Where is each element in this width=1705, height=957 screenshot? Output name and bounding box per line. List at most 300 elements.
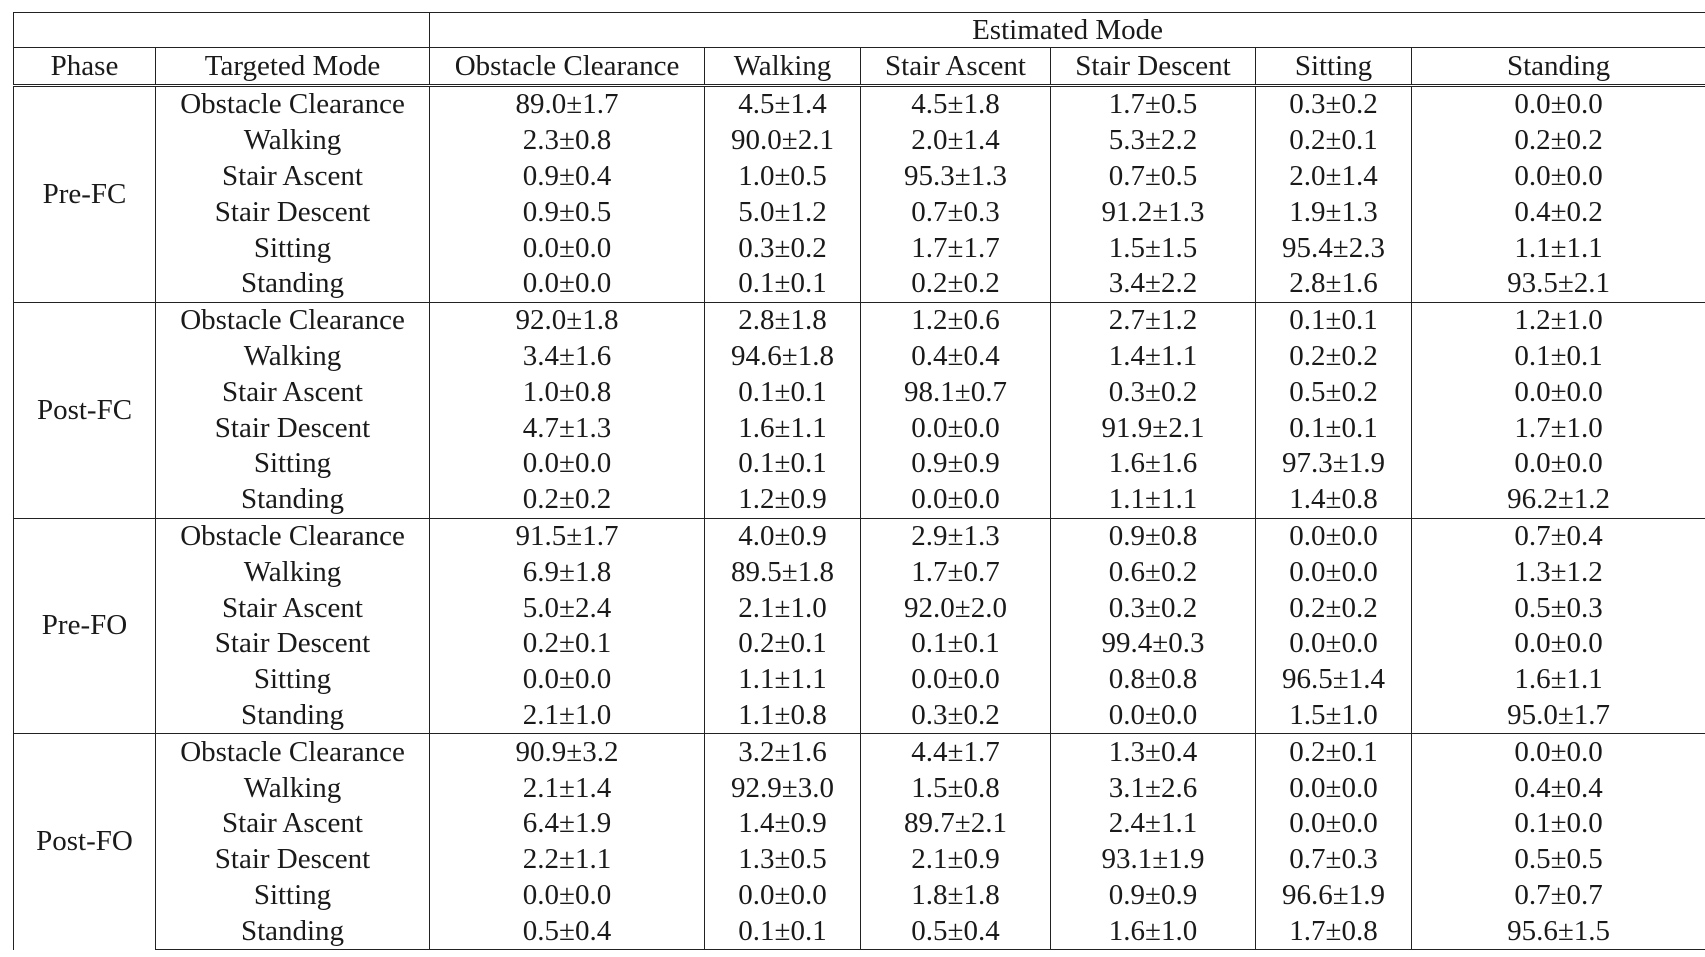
value-cell — [705, 159, 861, 195]
value-cell — [1051, 339, 1256, 375]
value-text: 0.1±0.1 — [738, 914, 827, 947]
value-cell — [1412, 159, 1705, 195]
value-text: 2.8±1.6 — [1289, 267, 1378, 300]
value-text: 0.9±0.5 — [522, 195, 612, 228]
value-cell — [861, 302, 1051, 338]
value-cell — [1256, 590, 1412, 626]
value-text: 1.2±0.9 — [738, 483, 827, 516]
value-cell — [1051, 86, 1256, 123]
value-text: 6.4±1.9 — [522, 807, 612, 840]
value-cell — [1412, 626, 1705, 662]
value-text: 0.5±0.4 — [522, 914, 612, 947]
value-cell — [861, 374, 1051, 410]
targeted-mode-cell — [156, 770, 430, 806]
value-text: 92.0±2.0 — [904, 591, 1007, 624]
value-cell — [1051, 446, 1256, 482]
phase-label: Post-FC — [36, 393, 133, 426]
targeted-mode-cell — [156, 554, 430, 590]
table-row — [14, 554, 1705, 590]
value-text: 2.1±0.9 — [911, 843, 1000, 876]
value-text: 0.0±0.0 — [911, 663, 1000, 696]
value-text: 2.1±1.0 — [522, 698, 612, 731]
value-cell — [1412, 662, 1705, 698]
table-row — [14, 266, 1705, 302]
estimated-mode-header — [430, 13, 1705, 48]
value-text: 2.3±0.8 — [522, 124, 612, 157]
value-text: 1.1±1.1 — [1108, 483, 1198, 516]
value-cell — [1051, 554, 1256, 590]
value-text: 0.0±0.0 — [1289, 807, 1378, 840]
targeted-mode-cell — [156, 446, 430, 482]
value-cell — [430, 410, 705, 446]
value-text: 0.1±0.1 — [738, 447, 827, 480]
col-header-sitting — [1256, 48, 1412, 86]
targeted-mode-label: Stair Descent — [214, 195, 371, 228]
value-cell — [1412, 842, 1705, 878]
value-cell — [861, 230, 1051, 266]
targeted-mode-header — [156, 48, 430, 86]
table-row — [14, 626, 1705, 662]
value-cell — [1412, 194, 1705, 230]
value-text: 1.4±1.1 — [1108, 339, 1198, 372]
value-text: 0.1±0.1 — [1289, 304, 1378, 337]
table-row — [14, 734, 1705, 770]
value-text: 2.7±1.2 — [1108, 304, 1198, 337]
targeted-mode-header-text: Targeted Mode — [204, 49, 381, 82]
value-text: 1.2±0.6 — [911, 304, 1000, 337]
value-text: 0.5±0.5 — [1514, 843, 1603, 876]
value-text: 90.0±2.1 — [731, 124, 834, 157]
value-cell — [1412, 734, 1705, 770]
value-text: 4.5±1.8 — [911, 88, 1000, 121]
value-cell — [1412, 86, 1705, 123]
value-cell — [430, 770, 705, 806]
targeted-mode-cell — [156, 339, 430, 375]
value-cell — [705, 913, 861, 949]
value-cell — [705, 806, 861, 842]
value-cell — [705, 86, 861, 123]
value-cell — [861, 913, 1051, 949]
targeted-mode-cell — [156, 878, 430, 914]
targeted-mode-cell — [156, 410, 430, 446]
phase-cell — [14, 302, 156, 518]
col-header-text: Stair Ascent — [885, 49, 1026, 82]
value-text: 3.1±2.6 — [1108, 771, 1198, 804]
value-text: 0.0±0.0 — [522, 267, 612, 300]
value-text: 0.5±0.4 — [911, 914, 1000, 947]
value-cell — [1256, 734, 1412, 770]
value-text: 2.0±1.4 — [911, 124, 1000, 157]
targeted-mode-label: Stair Ascent — [222, 159, 363, 192]
col-header-stair-ascent — [861, 48, 1051, 86]
col-header-text: Walking — [733, 49, 832, 82]
value-cell — [705, 374, 861, 410]
value-text: 0.3±0.2 — [1289, 88, 1378, 121]
value-cell — [1051, 770, 1256, 806]
value-text: 0.0±0.0 — [522, 447, 612, 480]
value-cell — [1051, 194, 1256, 230]
value-cell — [430, 878, 705, 914]
col-header-text: Sitting — [1294, 49, 1373, 82]
value-text: 5.3±2.2 — [1108, 124, 1198, 157]
value-cell — [1051, 734, 1256, 770]
table-row — [14, 698, 1705, 734]
value-cell — [861, 518, 1051, 554]
phase-label: Pre-FO — [41, 609, 128, 642]
value-cell — [1256, 662, 1412, 698]
value-text: 0.9±0.8 — [1108, 519, 1198, 552]
value-text: 2.8±1.8 — [738, 304, 827, 337]
value-cell — [1051, 590, 1256, 626]
value-cell — [430, 698, 705, 734]
value-cell — [861, 806, 1051, 842]
value-cell — [1412, 590, 1705, 626]
targeted-mode-label: Sitting — [253, 663, 332, 696]
value-cell — [1051, 698, 1256, 734]
value-cell — [1256, 482, 1412, 518]
value-text: 91.9±2.1 — [1101, 411, 1205, 444]
value-text: 0.0±0.0 — [1514, 88, 1603, 121]
value-text: 1.7±0.7 — [911, 555, 1000, 588]
value-text: 0.7±0.3 — [1289, 843, 1378, 876]
value-text: 0.0±0.0 — [738, 878, 827, 911]
value-text: 1.3±1.2 — [1514, 555, 1603, 588]
value-cell — [861, 590, 1051, 626]
value-cell — [705, 734, 861, 770]
table-row — [14, 913, 1705, 949]
value-cell — [1256, 86, 1412, 123]
value-text: 0.8±0.8 — [1108, 663, 1198, 696]
value-cell — [1412, 410, 1705, 446]
value-text: 1.8±1.8 — [911, 878, 1000, 911]
header-row-columns — [14, 48, 1705, 86]
targeted-mode-cell — [156, 698, 430, 734]
value-text: 94.6±1.8 — [731, 339, 834, 372]
table-row — [14, 159, 1705, 195]
targeted-mode-label: Walking — [243, 555, 342, 588]
value-text: 89.5±1.8 — [731, 555, 834, 588]
value-text: 1.4±0.8 — [1289, 483, 1378, 516]
value-text: 0.3±0.2 — [738, 231, 827, 264]
value-cell — [430, 913, 705, 949]
value-cell — [861, 159, 1051, 195]
value-cell — [430, 734, 705, 770]
value-cell — [1256, 194, 1412, 230]
value-cell — [1051, 878, 1256, 914]
targeted-mode-label: Sitting — [253, 878, 332, 911]
value-text: 1.1±1.1 — [1514, 231, 1603, 264]
value-text: 0.5±0.3 — [1514, 591, 1603, 624]
value-text: 92.0±1.8 — [515, 304, 619, 337]
targeted-mode-label: Obstacle Clearance — [180, 735, 405, 768]
value-text: 97.3±1.9 — [1282, 447, 1385, 480]
value-text: 0.9±0.9 — [1108, 878, 1198, 911]
targeted-mode-label: Standing — [240, 267, 345, 300]
value-cell — [1051, 482, 1256, 518]
col-header-standing — [1412, 48, 1705, 86]
value-cell — [1256, 518, 1412, 554]
value-cell — [1412, 446, 1705, 482]
value-cell — [705, 266, 861, 302]
targeted-mode-cell — [156, 913, 430, 949]
value-cell — [705, 194, 861, 230]
targeted-mode-label: Walking — [243, 124, 342, 157]
value-cell — [1412, 698, 1705, 734]
blank-corner-cell — [14, 13, 430, 48]
targeted-mode-cell — [156, 86, 430, 123]
targeted-mode-cell — [156, 374, 430, 410]
value-cell — [1412, 266, 1705, 302]
value-cell — [705, 410, 861, 446]
value-cell — [1256, 878, 1412, 914]
value-cell — [1256, 770, 1412, 806]
phase-header — [14, 48, 156, 86]
value-text: 0.2±0.2 — [1514, 124, 1603, 157]
value-cell — [430, 482, 705, 518]
value-cell — [705, 590, 861, 626]
targeted-mode-cell — [156, 590, 430, 626]
table-row — [14, 86, 1705, 123]
value-cell — [1256, 842, 1412, 878]
value-text: 0.4±0.4 — [1514, 771, 1603, 804]
value-cell — [430, 806, 705, 842]
value-cell — [861, 86, 1051, 123]
value-cell — [430, 86, 705, 123]
phase-label: Post-FO — [36, 825, 133, 858]
value-text: 0.2±0.1 — [1289, 735, 1378, 768]
value-text: 1.3±0.4 — [1108, 735, 1198, 768]
value-cell — [1412, 302, 1705, 338]
value-text: 1.7±0.5 — [1108, 88, 1198, 121]
value-cell — [705, 518, 861, 554]
targeted-mode-label: Stair Ascent — [222, 591, 363, 624]
value-text: 0.0±0.0 — [1289, 627, 1378, 660]
value-cell — [1256, 230, 1412, 266]
value-text: 0.0±0.0 — [1514, 375, 1603, 408]
value-cell — [1051, 266, 1256, 302]
value-text: 1.5±1.0 — [1289, 698, 1378, 731]
value-cell — [430, 590, 705, 626]
value-text: 0.1±0.1 — [738, 267, 827, 300]
value-cell — [705, 123, 861, 159]
targeted-mode-label: Stair Ascent — [222, 375, 363, 408]
value-text: 0.0±0.0 — [911, 483, 1000, 516]
value-cell — [1051, 913, 1256, 949]
value-text: 1.7±1.7 — [911, 231, 1000, 264]
value-cell — [1412, 878, 1705, 914]
value-cell — [1412, 374, 1705, 410]
targeted-mode-cell — [156, 266, 430, 302]
targeted-mode-label: Obstacle Clearance — [180, 304, 405, 337]
value-text: 1.3±0.5 — [738, 843, 827, 876]
value-text: 0.2±0.2 — [1289, 339, 1378, 372]
value-cell — [705, 878, 861, 914]
value-cell — [1256, 446, 1412, 482]
value-text: 0.0±0.0 — [1289, 519, 1378, 552]
phase-cell — [14, 518, 156, 734]
value-cell — [705, 554, 861, 590]
targeted-mode-cell — [156, 842, 430, 878]
value-text: 0.1±0.1 — [738, 375, 827, 408]
value-cell — [430, 194, 705, 230]
value-text: 0.0±0.0 — [1289, 771, 1378, 804]
table-row — [14, 806, 1705, 842]
col-header-stair-descent — [1051, 48, 1256, 86]
value-text: 0.0±0.0 — [1108, 698, 1198, 731]
value-text: 0.4±0.2 — [1514, 195, 1603, 228]
value-text: 2.0±1.4 — [1289, 159, 1378, 192]
value-text: 4.7±1.3 — [522, 411, 612, 444]
table-row — [14, 518, 1705, 554]
value-cell — [430, 159, 705, 195]
value-text: 0.3±0.2 — [1108, 591, 1198, 624]
value-text: 93.1±1.9 — [1101, 843, 1205, 876]
table-row — [14, 123, 1705, 159]
value-text: 0.2±0.1 — [522, 627, 612, 660]
value-cell — [1256, 339, 1412, 375]
table-row — [14, 410, 1705, 446]
value-cell — [861, 698, 1051, 734]
value-text: 1.7±0.8 — [1289, 914, 1378, 947]
value-text: 0.0±0.0 — [522, 231, 612, 264]
value-text: 1.9±1.3 — [1289, 195, 1378, 228]
value-text: 0.2±0.2 — [911, 267, 1000, 300]
targeted-mode-cell — [156, 662, 430, 698]
value-text: 92.9±3.0 — [731, 771, 834, 804]
targeted-mode-cell — [156, 482, 430, 518]
targeted-mode-cell — [156, 123, 430, 159]
value-text: 3.4±1.6 — [522, 339, 612, 372]
value-text: 2.4±1.1 — [1108, 807, 1198, 840]
value-cell — [1256, 123, 1412, 159]
value-text: 0.7±0.4 — [1514, 519, 1603, 552]
value-cell — [430, 339, 705, 375]
value-text: 0.9±0.4 — [522, 159, 612, 192]
value-text: 5.0±2.4 — [522, 591, 612, 624]
targeted-mode-label: Standing — [240, 483, 345, 516]
value-text: 1.6±1.1 — [738, 411, 827, 444]
value-text: 2.9±1.3 — [911, 519, 1000, 552]
phase-label: Pre-FC — [42, 177, 127, 210]
value-text: 95.3±1.3 — [904, 159, 1007, 192]
value-text: 1.2±1.0 — [1514, 304, 1603, 337]
value-cell — [705, 770, 861, 806]
table-row — [14, 482, 1705, 518]
value-text: 0.0±0.0 — [522, 878, 612, 911]
value-cell — [1412, 806, 1705, 842]
value-cell — [1051, 302, 1256, 338]
value-cell — [1256, 410, 1412, 446]
value-cell — [861, 770, 1051, 806]
value-text: 95.0±1.7 — [1507, 698, 1610, 731]
value-text: 0.0±0.0 — [1514, 159, 1603, 192]
value-text: 98.1±0.7 — [904, 375, 1007, 408]
targeted-mode-cell — [156, 734, 430, 770]
targeted-mode-label: Standing — [240, 914, 345, 947]
targeted-mode-cell — [156, 302, 430, 338]
value-cell — [1412, 482, 1705, 518]
value-text: 99.4±0.3 — [1101, 627, 1205, 660]
value-text: 0.7±0.5 — [1108, 159, 1198, 192]
value-text: 0.1±0.1 — [911, 627, 1000, 660]
table-row — [14, 662, 1705, 698]
value-cell — [1412, 518, 1705, 554]
value-cell — [705, 842, 861, 878]
table-row — [14, 770, 1705, 806]
value-cell — [861, 878, 1051, 914]
value-text: 0.2±0.2 — [522, 483, 612, 516]
value-cell — [1412, 123, 1705, 159]
value-text: 0.6±0.2 — [1108, 555, 1198, 588]
value-text: 0.0±0.0 — [522, 663, 612, 696]
value-text: 1.0±0.8 — [522, 375, 612, 408]
value-cell — [861, 734, 1051, 770]
targeted-mode-label: Walking — [243, 771, 342, 804]
value-cell — [1051, 123, 1256, 159]
value-text: 0.7±0.3 — [911, 195, 1000, 228]
targeted-mode-label: Stair Descent — [214, 843, 371, 876]
estimated-mode-header-text: Estimated Mode — [972, 13, 1163, 46]
value-cell — [1412, 913, 1705, 949]
table-row — [14, 230, 1705, 266]
value-cell — [1256, 698, 1412, 734]
value-text: 1.1±1.1 — [738, 663, 827, 696]
value-text: 89.0±1.7 — [515, 88, 619, 121]
value-text: 95.4±2.3 — [1282, 231, 1385, 264]
value-text: 1.7±1.0 — [1514, 411, 1603, 444]
value-cell — [861, 446, 1051, 482]
value-cell — [1256, 374, 1412, 410]
col-header-text: Standing — [1506, 49, 1611, 82]
targeted-mode-cell — [156, 626, 430, 662]
value-cell — [1051, 410, 1256, 446]
table-row — [14, 878, 1705, 914]
value-cell — [861, 554, 1051, 590]
value-text: 1.5±0.8 — [911, 771, 1000, 804]
header-row-estimated — [14, 13, 1705, 48]
value-text: 0.2±0.1 — [738, 627, 827, 660]
value-cell — [861, 266, 1051, 302]
value-cell — [1256, 266, 1412, 302]
value-cell — [1256, 159, 1412, 195]
value-cell — [1051, 662, 1256, 698]
value-cell — [1412, 339, 1705, 375]
targeted-mode-cell — [156, 518, 430, 554]
value-text: 0.3±0.2 — [911, 698, 1000, 731]
col-header-walking — [705, 48, 861, 86]
value-cell — [861, 123, 1051, 159]
value-cell — [861, 410, 1051, 446]
value-text: 0.0±0.0 — [1514, 627, 1603, 660]
value-text: 1.5±1.5 — [1108, 231, 1198, 264]
value-text: 0.1±0.1 — [1514, 339, 1603, 372]
value-text: 1.6±1.0 — [1108, 914, 1198, 947]
value-text: 5.0±1.2 — [738, 195, 827, 228]
value-cell — [1256, 806, 1412, 842]
value-cell — [861, 194, 1051, 230]
value-text: 89.7±2.1 — [904, 807, 1007, 840]
value-cell — [1412, 554, 1705, 590]
value-text: 0.9±0.9 — [911, 447, 1000, 480]
value-text: 0.1±0.0 — [1514, 807, 1603, 840]
value-cell — [1051, 626, 1256, 662]
value-cell — [861, 626, 1051, 662]
targeted-mode-cell — [156, 230, 430, 266]
value-text: 3.4±2.2 — [1108, 267, 1198, 300]
value-cell — [430, 842, 705, 878]
targeted-mode-label: Obstacle Clearance — [180, 519, 405, 552]
value-cell — [705, 626, 861, 662]
